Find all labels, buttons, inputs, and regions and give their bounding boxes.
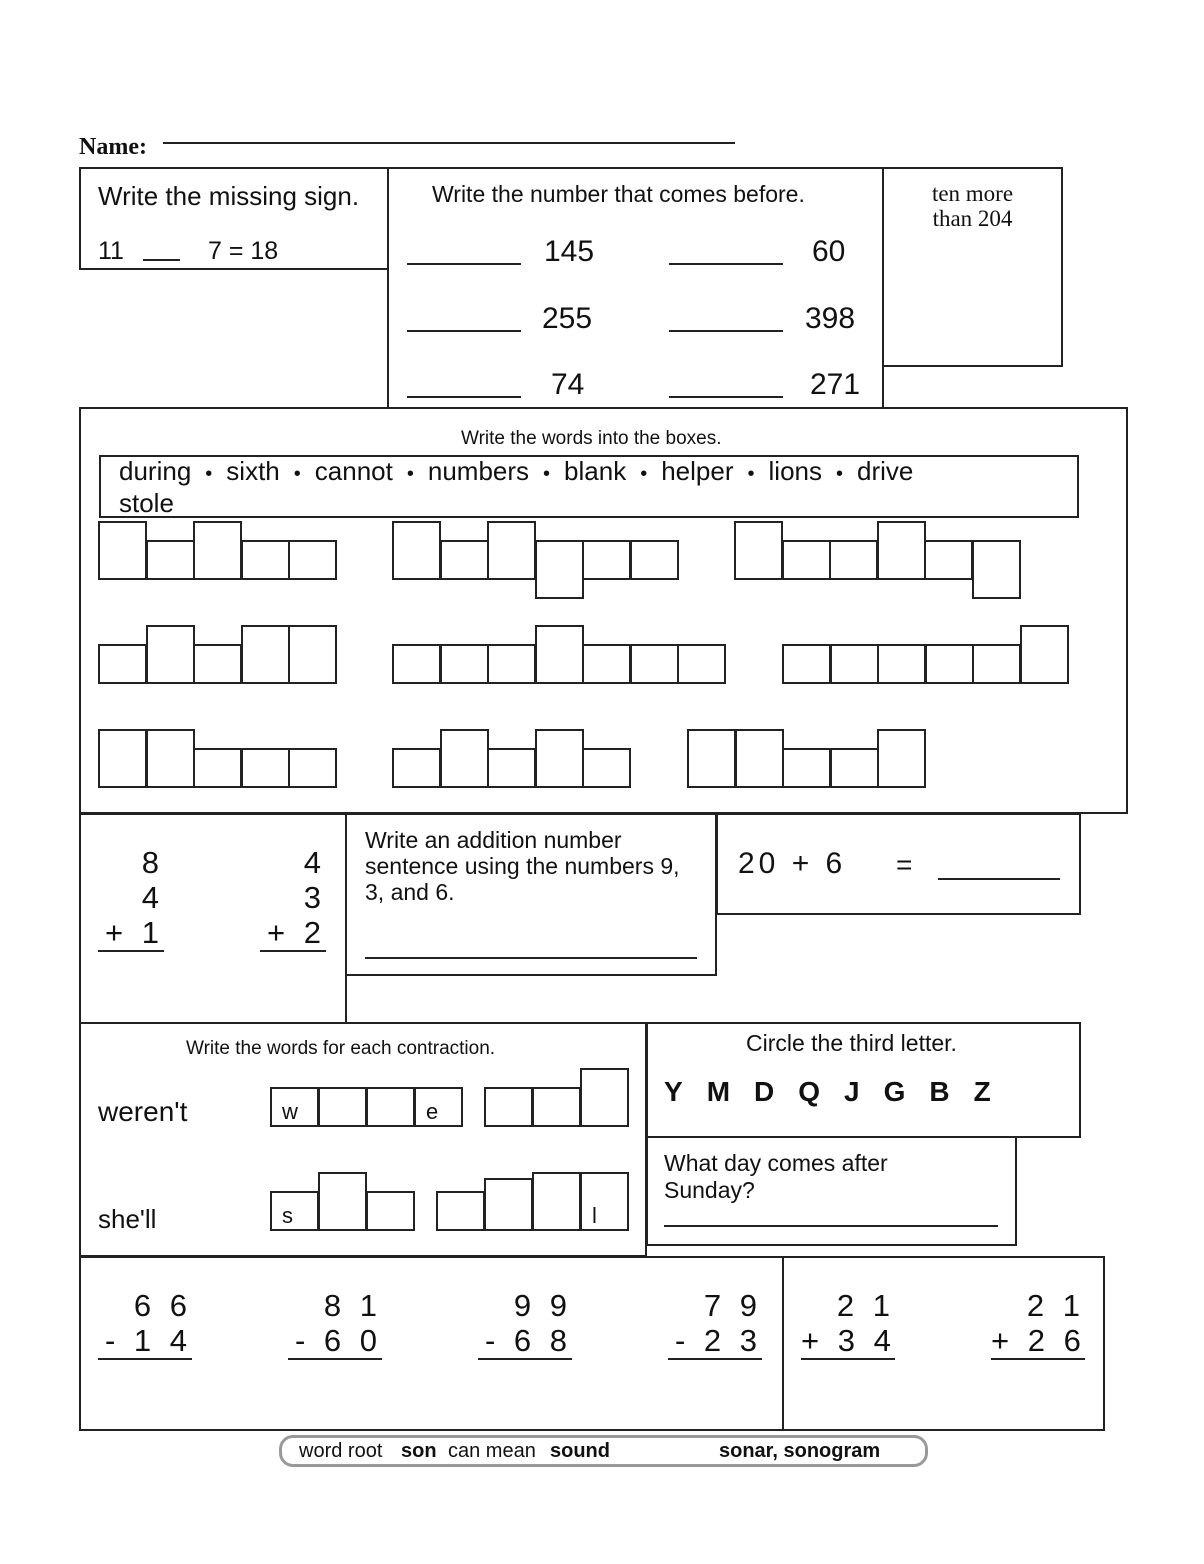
letter-box[interactable] (392, 644, 441, 684)
letter-box[interactable] (532, 1087, 581, 1127)
letter-box[interactable] (193, 521, 242, 580)
letter-box[interactable] (487, 521, 536, 580)
number-before-section (387, 167, 884, 409)
equation-section (716, 813, 1081, 915)
letter-box[interactable] (487, 644, 536, 684)
letter-choice[interactable]: G (883, 1076, 906, 1107)
letter-box[interactable] (630, 644, 679, 684)
letter-box[interactable] (241, 625, 290, 684)
letter-box[interactable] (270, 1087, 319, 1127)
footer-pre: word root (299, 1440, 383, 1462)
word-bank-word: lions (768, 456, 822, 486)
subtraction-problem (288, 1288, 382, 1360)
letter-row (664, 1076, 1015, 1108)
letter-box[interactable] (782, 644, 831, 684)
word-bank-word: helper (661, 456, 734, 486)
letter-box[interactable] (98, 521, 147, 580)
letter-box[interactable] (414, 1087, 463, 1127)
letter-box[interactable] (532, 1172, 581, 1231)
letter-choice[interactable]: Y (664, 1076, 683, 1107)
word-bank-word: numbers (427, 456, 530, 486)
letter-box[interactable] (440, 729, 489, 788)
letter-box[interactable] (735, 729, 784, 788)
addition-sentence-section (345, 813, 717, 976)
letter-choice[interactable]: M (706, 1076, 731, 1107)
letter-box[interactable] (734, 521, 783, 580)
answer-blank[interactable] (407, 263, 521, 265)
letter-box[interactable] (392, 748, 441, 788)
letter-box[interactable] (440, 644, 489, 684)
word-boxes-title: Write the words into the boxes. (461, 428, 722, 449)
letter-choice[interactable]: J (844, 1076, 860, 1107)
name-input-line[interactable] (163, 142, 735, 144)
contractions-title: Write the words for each contraction. (186, 1038, 496, 1059)
letter-box[interactable] (782, 748, 831, 788)
letter-box[interactable] (98, 644, 147, 684)
letter-box[interactable] (877, 644, 926, 684)
missing-sign-right: 7 = 18 (208, 237, 279, 265)
letter-box[interactable] (580, 1172, 629, 1231)
letter-box[interactable] (830, 644, 879, 684)
addend: 2 1 (836, 1288, 895, 1323)
letter-box[interactable] (366, 1087, 415, 1127)
minuend: 6 6 (133, 1288, 192, 1323)
column-addition-problem (260, 845, 326, 952)
footer-examples: sonar, sonogram (719, 1440, 881, 1462)
word-bank-word: during (119, 456, 192, 486)
answer-blank[interactable] (669, 396, 783, 398)
bullet-separator: • (406, 463, 414, 485)
addition-problem (991, 1288, 1085, 1360)
letter-box[interactable] (535, 729, 584, 788)
letter-box[interactable] (241, 540, 290, 580)
footer-root: son (401, 1440, 437, 1462)
addend: 2 1 (1026, 1288, 1085, 1323)
ten-more-section[interactable] (882, 167, 1063, 367)
number-item: 74 (551, 368, 585, 401)
addition-problem (801, 1288, 895, 1360)
bullet-separator: • (205, 463, 213, 485)
letter-box[interactable] (318, 1087, 367, 1127)
equation-answer-line[interactable] (938, 878, 1060, 880)
number-item: 398 (805, 302, 856, 335)
word-bank-word: drive (857, 456, 914, 486)
word-bank-word: cannot (314, 456, 393, 486)
answer-blank[interactable] (669, 330, 783, 332)
letter-box[interactable] (436, 1191, 485, 1231)
word-bank (99, 455, 1079, 518)
letter-box[interactable] (484, 1178, 533, 1231)
minuend: 9 9 (513, 1288, 572, 1323)
letter-box[interactable] (582, 540, 631, 580)
addend: + 1 (98, 915, 164, 952)
subtraction-problem (98, 1288, 192, 1360)
letter-choice[interactable]: Q (798, 1076, 821, 1107)
letter-box[interactable] (830, 748, 879, 788)
letter-box[interactable] (318, 1172, 367, 1231)
addend: 4 (141, 880, 164, 915)
letter-box[interactable] (972, 644, 1021, 684)
letter-box[interactable] (392, 521, 441, 580)
minuend: 8 1 (323, 1288, 382, 1323)
addition-sentence-answer-line[interactable] (365, 957, 697, 959)
bullet-separator: • (543, 463, 551, 485)
letter-choice[interactable]: D (754, 1076, 775, 1107)
letter-box[interactable] (146, 625, 195, 684)
letter-box[interactable] (366, 1191, 415, 1231)
letter-box[interactable] (484, 1087, 533, 1127)
given-letter: e (426, 1099, 439, 1124)
letter-box[interactable] (925, 644, 974, 684)
day-after-section (646, 1136, 1017, 1246)
letter-box[interactable] (924, 540, 973, 580)
missing-sign-blank[interactable] (143, 259, 180, 261)
number-item: 255 (542, 302, 593, 335)
letter-box[interactable] (1020, 625, 1069, 684)
equation-equals: = (896, 849, 913, 880)
letter-choice[interactable]: Z (973, 1076, 991, 1107)
contraction-word: she'll (98, 1204, 157, 1234)
addend: 8 (141, 845, 164, 880)
number-item: 145 (544, 235, 595, 268)
bullet-separator: • (836, 463, 844, 485)
addend: + 3 4 (801, 1323, 896, 1358)
bullet-separator: • (293, 463, 301, 485)
answer-blank[interactable] (407, 396, 521, 398)
given-letter: s (282, 1203, 293, 1228)
missing-sign-left: 11 (98, 237, 124, 265)
missing-sign-section (79, 167, 389, 270)
name-label: Name: (79, 134, 147, 160)
ten-more-line2: than 204 (932, 206, 1013, 231)
word-bank-word: sixth (226, 456, 280, 486)
subtrahend: - 6 0 (288, 1323, 382, 1360)
missing-sign-title: Write the missing sign. (98, 181, 360, 211)
number-item: 271 (810, 368, 861, 401)
letter-box[interactable] (829, 540, 878, 580)
subtraction-problem (478, 1288, 572, 1360)
number-before-title: Write the number that comes before. (432, 181, 805, 207)
bullet-separator: • (747, 463, 755, 485)
day-after-prompt: What day comes after Sunday? (664, 1150, 888, 1203)
subtrahend: - 1 4 (98, 1323, 192, 1360)
ten-more-line1: ten more (931, 181, 1014, 206)
word-bank-word: blank (564, 456, 627, 486)
letter-box[interactable] (487, 748, 536, 788)
answer-blank[interactable] (407, 330, 521, 332)
addend: 4 (303, 845, 326, 880)
letter-box[interactable] (782, 540, 831, 580)
letter-box[interactable] (440, 540, 489, 580)
number-item: 60 (812, 235, 846, 268)
answer-blank[interactable] (669, 263, 783, 265)
letter-box[interactable] (630, 540, 679, 580)
letter-box[interactable] (241, 748, 290, 788)
letter-box[interactable] (535, 540, 584, 599)
letter-box[interactable] (877, 521, 926, 580)
third-letter-title: Circle the third letter. (746, 1030, 957, 1056)
letter-box[interactable] (535, 625, 584, 684)
given-letter: w (282, 1099, 298, 1124)
letter-box[interactable] (270, 1191, 319, 1231)
letter-box[interactable] (972, 540, 1021, 599)
footer-mid: can mean (448, 1440, 536, 1462)
footer-meaning: sound (550, 1440, 610, 1462)
letter-box[interactable] (288, 625, 337, 684)
word-bank-word: stole (119, 488, 174, 518)
letter-box[interactable] (98, 729, 147, 788)
subtrahend: - 6 8 (478, 1323, 572, 1360)
letter-box[interactable] (193, 644, 242, 684)
contraction-word: weren't (98, 1096, 188, 1127)
addend: 3 (303, 880, 326, 915)
letter-box[interactable] (582, 644, 631, 684)
day-after-answer-line[interactable] (664, 1225, 998, 1227)
letter-box[interactable] (877, 729, 926, 788)
given-letter: l (592, 1203, 597, 1228)
word-root-footer (279, 1435, 928, 1467)
letter-box[interactable] (687, 729, 736, 788)
letter-box[interactable] (288, 540, 337, 580)
third-letter-section (646, 1022, 1081, 1138)
letter-box[interactable] (677, 644, 726, 684)
letter-box[interactable] (193, 748, 242, 788)
letter-box[interactable] (580, 1068, 629, 1127)
column-addition-problem (98, 845, 164, 952)
letter-box[interactable] (288, 748, 337, 788)
letter-box[interactable] (582, 748, 631, 788)
letter-box[interactable] (146, 729, 195, 788)
letter-box[interactable] (146, 540, 195, 580)
equation-left: 20 + 6 (738, 847, 847, 880)
subtrahend: - 2 3 (668, 1323, 762, 1360)
bullet-separator: • (640, 463, 648, 485)
addend: + 2 6 (991, 1323, 1086, 1358)
addend: + 2 (260, 915, 326, 952)
minuend: 7 9 (703, 1288, 762, 1323)
addition-sentence-prompt: Write an addition number sentence using the numbers 9, 3, and 6. (365, 827, 680, 905)
subtraction-problem (668, 1288, 762, 1360)
letter-choice[interactable]: B (929, 1076, 950, 1107)
